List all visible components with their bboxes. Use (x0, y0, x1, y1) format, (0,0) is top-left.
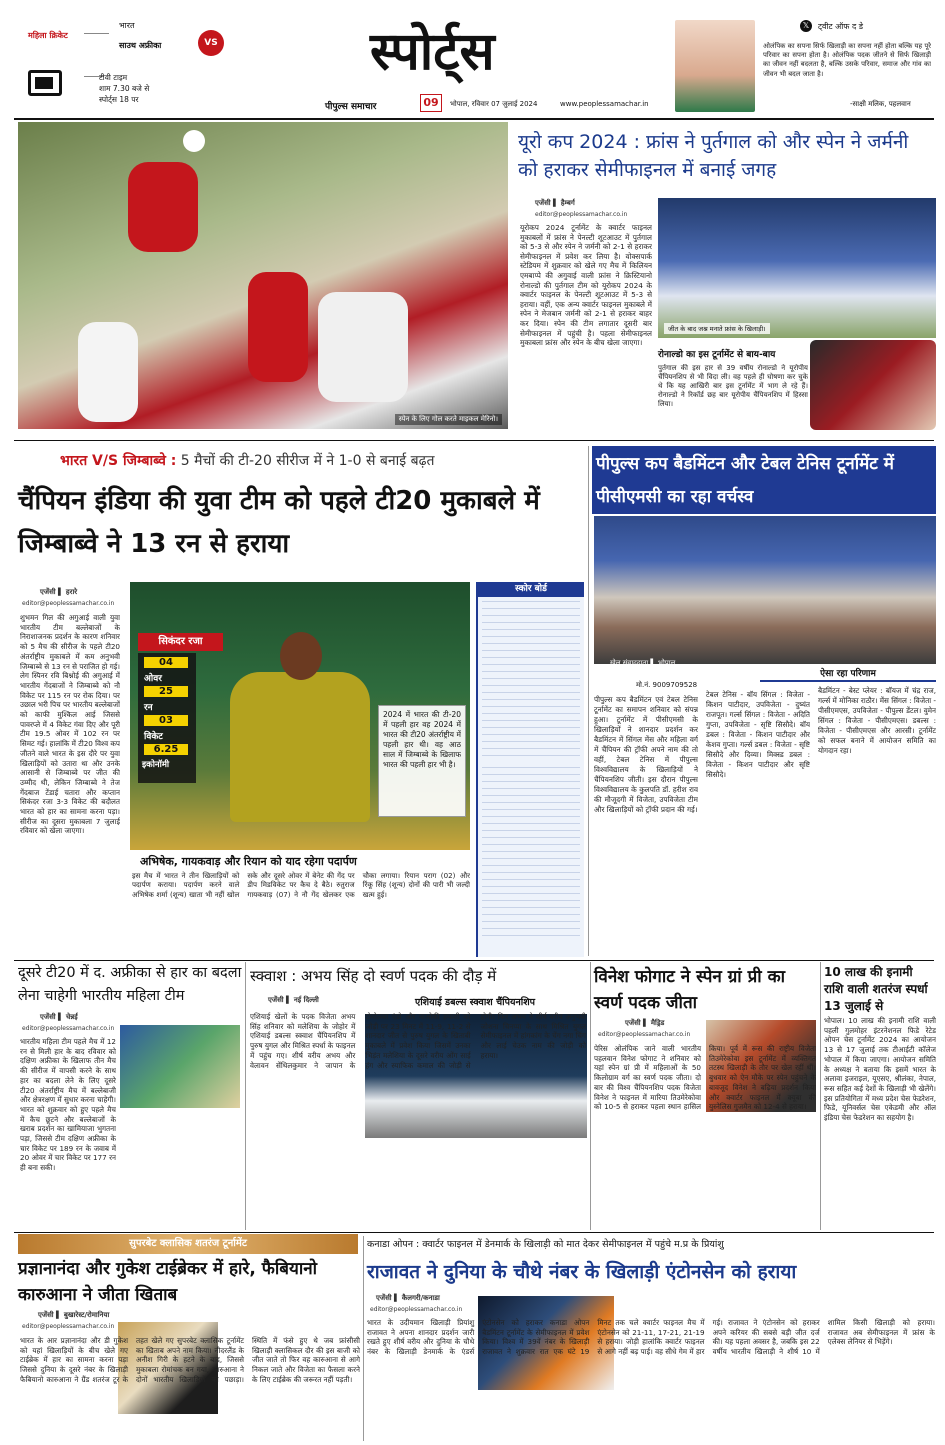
india-zim-email: editor@peoplessamachar.co.in (22, 600, 115, 607)
ronaldo-text: पुर्तगाल की इस हार से 39 वर्षीय रोनाल्डो ने यूरोपीय चैंपियनशिप से भी विदा ली। वह पहले ही घोषणा कर चुके थे कि यह आखिरी बार इस टूर्नामेंट में भाग ले रहे हैं। रोनाल्डो ने रिकॉर्ड छह बार यूरोपीय चैंपियनशिप में हिस्सा लिया। (658, 364, 808, 409)
ronaldo-headline: रोनाल्डो का इस टूर्नामेंट से बाय-बाय (658, 350, 776, 360)
callout-text: 2024 में भारत की टी-20 में पहली हार वह 2024 में भारत की टी20 अंतर्राष्ट्रीय में पहली हार थी। वह आठ साल में जिम्बाब्वे के खिलाफ भारत की पहली हार भी है। (383, 710, 461, 769)
women-cricket-email: editor@peoplessamachar.co.in (22, 1025, 115, 1032)
result-headline: ऐसा रहा परिणाम (760, 666, 936, 682)
india-zim-headline: चैंपियन इंडिया की युवा टीम को पहले टी20 मुकाबले में जिम्बाब्वे ने 13 रन से हराया (18, 486, 540, 559)
vinesh-headline: विनेश फोगाट ने स्पेन ग्रां प्री का स्वर्ण पदक जीता (594, 967, 786, 1013)
squash-body: एशियाई खेलों के पदक विजेता अभय सिंह शनिवार को मलेशिया के जोहोर में एशियाई डबल्स स्क्वाश चैंपियनशिप में पुरुष युगल और मिश्रित स्पर्धा के फाइनल में पहुंच गए। शीर्ष वरीय अभय और वेलावन सेंथिलकुमार ने जापान के टोमोतका एंडो और नाओकी हयाशी को जोड़ी पर 23 मिनट में 11-9, 11-2 से शानदार जीत से पुरुष युगल के खिताबी मुकाबले में प्रवेश किया जिसमें उनका भिड़ंत मलेशिया के दूसरे वरीय ओंग साई हंग और स्याफिक कमाल की जोड़ी से होगी। फिर अभय ने शीर्ष वरीय अनुभवी जोशना चिनप्पा के साथ मिश्रित युगल सेमीफाइनल में हांगकांग के चेंग नगा चिंग और लाई चेउक नाम की जोड़ी को हराया। (250, 1012, 586, 1070)
badminton-group-photo (594, 516, 936, 664)
tv-icon (28, 70, 62, 96)
stat-economy-value: 6.25 (144, 744, 188, 755)
stats-card (138, 636, 203, 783)
badminton-photo-credit: खेल संवाददाता ▌ भोपाल (610, 659, 676, 667)
vs-badge: VS (198, 30, 224, 56)
canada-email: editor@peoplessamachar.co.in (370, 1306, 463, 1313)
stat-runs-value: 25 (144, 686, 188, 697)
scoreboard (476, 582, 584, 957)
euro-photo2 (658, 198, 936, 338)
callout-box (378, 705, 466, 817)
vinesh-body: पेरिस ओलंपिक जाने वाली भारतीय पहलवान विनेश फोगाट ने शनिवार को यहां स्पेन ग्रां प्री में महिलाओं के 50 किलोग्राम वर्ग का स्वर्ण पदक जीता। दो बार की विश्व चैंपियनशिप पदक विजेता विनेश ने फाइनल में मारिया तिउमेरेकोवा को 10-5 से हराकर पहला स्थान हासिल किया। पूर्व में रूस की राष्ट्रीय विजेता तिउमेरेकोवा इस टूर्नामेंट में व्यक्तिगत तटस्थ खिलाड़ी के तौर पर खेल रहीं थीं। बुधवार को ऐन मौके पर स्पेन पहुंचने के बावजूद विनेश ने बढ़िया प्रदर्शन किया और क्वार्टर फाइनल में क्यूबा की युस्नेलिस गुजमैन को 12-4 से हराया। (594, 1044, 816, 1112)
stat-overs-value: 04 (144, 657, 188, 668)
stat-runs-label: रन (144, 703, 153, 713)
squash-byline: एजेंसी ▌ नई दिल्ली (268, 996, 319, 1004)
badminton-results-tt: टेबल टेनिस - बॉय सिंगल : विजेता - किशन पाटीदार, उपविजेता - दुष्यंत राजपूत। गर्ल्स सिंगल : विजेता - अदिति गुप्ता, उपविजेता - सृष्टि सिसौदे। बॉय डबल : विजेता - किशन पाटीदार और केशव गुप्ता। गर्ल्स डबल : विजेता - सृष्टि सिसौदे और दिव्या। मिक्स्ड डबल : विजेता - किशन पाटीदार और सृष्टि सिसौदे। (706, 690, 810, 779)
canada-kicker: कनाडा ओपन : क्वार्टर फाइनल में डेनमार्क के खिलाड़ी को मात देकर सेमीफाइनल में पहुंचे म.प्र के प्रियांशु (367, 1239, 724, 1250)
match-category: महिला क्रिकेट (28, 31, 68, 40)
stats-title: सिकंदर रजा (138, 633, 223, 651)
india-zim-kicker-red: भारत V/S जिम्बाब्वे : (60, 453, 177, 469)
women-cricket-body: भारतीय महिला टीम पहले मैच में 12 रन से मिली हार के बाद रविवार को दक्षिण अफ्रीका के खिलाफ तीन मैच की सीरीज में वापसी करने के साथ हार का बदला लेने के लिए दूसरे टी20 अंतर्राष्ट्रीय मैच में बल्लेबाजी और क्षेत्ररक्षण में सुधार करना चाहेगी। भारत को शुक्रवार को हुए पहले मैच में कैच छूटने और बल्लेबाजों के खराब प्रदर्शन का खामियाजा भुगतना पड़ा, जिससे टीम दक्षिण अफ्रीका के चार विकेट पर 189 रन के जवाब में 20 ओवर में चार विकेट पर 177 रन ही बना सकी। (20, 1037, 116, 1173)
chess-prize-body: भोपाल। 10 लाख की इनामी राशि वाली पहली गुलमोहर इंटरनेशनल फिडे रेटेड ओपन चेस टूर्नामेंट 2024 का आयोजन 13 से 17 जुलाई तक टीआईटी कॉलेज भोपाल में किया जाएगा। आयोजन समिति के अध्यक्ष ने बताया कि इसमें भारत के अलावा इजराइल, यूएसए, श्रीलंका, नेपाल, रूस सहित कई देशों के खिलाड़ी भी खेलेंगे। इस प्रतियोगिता में मध्य प्रदेश चेस फेडरेशन, फिडे, यूनिवर्सल चेस एकेडमी और ऑल इंडिया चेस फेडरेशन का सहयोग है। (824, 1016, 936, 1123)
badminton-body: पीपुल्स कप बैडमिंटन एवं टेबल टेनिस टूर्नामेंट का समापन शनिवार को संपन्न हुआ। टूर्नामेंट में पीसीएमसी के खिलाड़ियों ने शानदार प्रदर्शन कर बैडमिंटन में सिंगल मेंस और महिला वर्ग में चैंपियन की ट्रॉफी अपने नाम की तो वहीं, टेबल टेनिस में पीपुल्स विश्वविद्यालय के खिलाड़ियों ने चैंपियनशिप जीती। इस दौरान पीपुल्स विश्वविद्यालय के कुलपति डॉ. हरीश राव की मौजूदगी में विजेता, उपविजेता टीम और खिलाड़ियों को ट्रॉफी प्रदान की गई। (594, 695, 698, 814)
tv-channel: टीवी टाइम (99, 73, 128, 82)
superbet-headline: प्रज्ञानानंदा और गुकेश टाईब्रेकर में हारे, फैबियानो कारुआना ने जीता खिताब (18, 1259, 318, 1305)
match-box (14, 18, 234, 113)
vinesh-email: editor@peoplessamachar.co.in (598, 1031, 691, 1038)
euro-photo-caption: स्पेन के लिए गोल करते माइकल मेरिनो। (395, 414, 502, 425)
squash-headline: स्क्वाश : अभय सिंह दो स्वर्ण पदक की दौड़ में (250, 967, 497, 985)
stat-wickets-label: विकेट (144, 732, 163, 742)
superbet-byline: एजेंसी ▌ बुखारेस्ट/रोमानिया (38, 1311, 110, 1319)
tweet-box (675, 20, 935, 112)
website: www.peoplessamachar.in (560, 100, 649, 108)
euro-main-photo (18, 122, 508, 429)
stat-overs-label: ओवर (144, 674, 162, 684)
superbet-banner: सुपरबेट क्लासिक शतरंज टूर्नामेंट (18, 1234, 358, 1254)
india-zim-kicker: 5 मैचों की टी-20 सीरीज में ने 1-0 से बनाई बढ़त (180, 453, 435, 469)
canada-body: भारत के उदीयमान खिलाड़ी प्रियांशु राजावत ने अपना शानदार प्रदर्शन जारी रखते हुए शीर्ष वरीय और दुनिया के चौथे नंबर के खिलाड़ी डेनमार्क के एंडर्स एंटोनसेन को हराकर कनाडा ओपन बैडमिंटन टूर्नामेंट के सेमीफाइनल में प्रवेश किया। विश्व में 39वें नंबर के खिलाड़ी राजावत ने शुक्रवार रात एक घंटे 19 मिनट तक चले क्वार्टर फाइनल मैच में एंटोनसेन को 21-11, 17-21, 21-19 से हराया। जोड़ी हालांकि क्वार्टर फाइनल से आगे नहीं बढ़ पाई। वह सीधे गेम में हार गई। राजावत ने एंटोनसेन को हराकर अपने करियर की सबसे बड़ी जीत दर्ज की। यह पहला अवसर है, जबकि इस 22 वर्षीय भारतीय खिलाड़ी ने शीर्ष 10 में शामिल किसी खिलाड़ी को हराया। राजावत अब सेमीफाइनल में फ्रांस के एलेक्स लेनियर से भिड़ेंगे। (367, 1318, 935, 1357)
stat-economy-label: इकोनॉमी (142, 760, 170, 770)
india-zim-byline: एजेंसी ▌ हरारे (40, 588, 78, 596)
tweet-label: ट्वीट ऑफ द डे (818, 22, 864, 31)
sakshi-photo (675, 20, 755, 112)
tv-time: शाम 7.30 बजे से (99, 84, 150, 93)
paper-name: पीपुल्स समाचार (325, 102, 377, 112)
women-cricket-headline: दूसरे टी20 में द. अफ्रीका से हार का बदला लेना चाहेगी भारतीय महिला टीम (18, 965, 242, 1004)
badminton-headline: पीपुल्स कप बैडमिंटन और टेबल टेनिस टूर्नामेंट में पीसीएमसी का रहा वर्चस्व (596, 454, 894, 507)
canada-byline: एजेंसी ▌ कैलगरी/कनाडा (376, 1294, 440, 1302)
women-cricket-photo (120, 1025, 240, 1108)
euro-photo2-caption: जीत के बाद जश्न मनाते फ्रांस के खिलाड़ी। (664, 323, 770, 334)
tweet-author: -साक्षी मलिक, पहलवान (850, 100, 911, 108)
stat-wickets-value: 03 (144, 715, 188, 726)
superbet-email: editor@peoplessamachar.co.in (22, 1323, 115, 1330)
superbet-body: भारत के आर प्रज्ञानानंदा और डी गुकेश को यहां खिलाड़ियों के बीच खेले गए टाईब्रेक में हार का सामना करना पड़ा जिससे दुनिया के दूसरे नंबर के खिलाड़ी फैबियानो कारुआना ने ग्रैंड शतरंज टूर के तहत खेले गए सुपरबेट क्लासिक टूर्नामेंट का खिताब अपने नाम किया। नीदरलैंड के अनीश गिरी के हटने के बाद, जिससे मुकाबला रोमांचक बन गया, कारुआना ने दोनों भारतीय खिलाड़ियों को पछाड़ा। स्थिति में फंसे हुए थे जब फ्रांसीसी खिलाड़ी क्लासिकल दौर की इस बाजी को जीत जाते तो फिर वह कारुआना से आगे निकल जाते और विजेता का फैसला करने के लिए टाईब्रेक की जरूरत नहीं पड़ती। (20, 1336, 360, 1384)
page-number: 09 (420, 94, 442, 112)
chess-prize-headline: 10 लाख की इनामी राशि वाली शतरंज स्पर्धा 13 जुलाई से (824, 965, 928, 1013)
vinesh-byline: एजेंसी ▌ मैड्रिड (625, 1019, 665, 1027)
euro-email: editor@peoplessamachar.co.in (535, 211, 628, 218)
dateline: भोपाल, रविवार 07 जुलाई 2024 (450, 100, 538, 108)
euro-byline: एजेंसी ▌ हैम्बर्ग (535, 199, 575, 207)
canada-headline: राजावत ने दुनिया के चौथे नंबर के खिलाड़ी एंटोनसेन को हराया (367, 1261, 797, 1283)
badminton-results-bd: बैडमिंटन - बेस्ट प्लेयर : बॉयज में चंद्र राज, गर्ल्स में मोनिका राठौर। मेंस सिंगल : विजेता - पीसीएमएस, उपविजेता - पीपुल्स डेंटल। वुमेन सिंगल : विजेता - पीसीएमएस। डबल्स : विजेता - पीसीएमएस और आरसी। टूर्नामेंट को सफल बनाने में आयोजन समिति का योगदान रहा। (818, 686, 936, 755)
women-cricket-byline: एजेंसी ▌ चेन्नई (40, 1013, 78, 1021)
tweet-text: ओलंपिक का सपना सिर्फ खिलाड़ी का सपना नहीं होता बल्कि यह पूरे परिवार का सपना होता है। ओलंपिक पदक जीतने से सिर्फ खिलाड़ी का जीवन नहीं बदलता है, बल्कि उसके परिवार, समाज और गांव का जीवन भी बदल जाता है। (763, 42, 931, 78)
euro-body: यूरोकप 2024 टूर्नामेंट के क्वार्टर फाइनल मुकाबलों में फ्रांस ने पेनल्टी शूटआउट में पुर्तगाल को 5-3 से और स्पेन ने जर्मनी को 2-1 से हराकर सेमीफाइनल में प्रवेश कर लिया है। वोक्सपार्क स्टेडियम में शुक्रवार को खेले गए मैच में किलियन एमबाप्पे की अगुवाई वाली फ्रांस ने क्रिस्टियानो रोनाल्डो की पुर्तगाल टीम को यूरोकप 2024 के क्वार्टर फाइनल के पेनल्टी शूटआउट में 5-3 से हराया। वहीं, एक अन्य क्वार्टर फाइनल मुकाबले में स्पेन ने मेजबान जर्मनी को 2-1 से हराकर बाहर कर दिया। स्पेन की टीम लगातार दूसरी बार सेमीफाइनल में पहुंची है। पहला सेमीफाइनल मुकाबला फ्रांस और स्पेन के बीच खेला जाएगा। (520, 223, 652, 348)
masthead-title: स्पोर्ट्स (370, 22, 495, 82)
india-zim-body: शुभमन गिल की अगुआई वाली युवा भारतीय टीम बल्लेबाजों के निराशाजनक प्रदर्शन के कारण शनिवार को 5 मैच की सीरीज के पहले टी20 अंतर्राष्ट्रीय मुकाबले में कम अनुभवी जिम्बाब्वे से 13 रन से पराजित हो गई। लेग स्पिनर रवि बिश्नोई की अगुआई में भारतीय गेंदबाजों ने जिम्बाब्वे को नौ विकेट पर 115 रन पर रोक दिया। पर उछाल भरी पिच पर भारतीय बल्लेबाजों को काफी मुश्किल आई जिससे पावरप्ले में 4 विकेट गंवा दिए और पूरी टीम 19.5 ओवर में 102 रन पर सिमट गई। हालांकि में टी20 विश्व कप जीतने वाले भारत के इस दौरे पर युवा खिलाड़ियों को उतारा था और उनके आसानी से जिम्बाब्वे पर जीत की उम्मीद थी, लेकिन जिम्बाब्वे ने तेज गेंदबाज टेंडाई चतारा और कप्तान सिकंदर रजा 3-3 विकेट की बदौलत भारत को हार का सामना करना पड़ा। सीरीज का दूसरा मुकाबला 7 जुलाई रविवार को खेला जाएगा। (20, 613, 120, 836)
debut-headline: अभिषेक, गायकवाड़ और रियान को याद रहेगा पदार्पण (140, 855, 357, 868)
debut-text: इस मैच में भारत ने तीन खिलाड़ियों को पदार्पण कराया। पदार्पण करने वाले अभिषेक शर्मा (शून्य) खाता भी नहीं खोल सके और दूसरे ओवर में बेनेट की गेंद पर डीप मिडविकेट पर कैच दे बैठे। रुतुराज गायकवाड़ (07) ने नौ गेंद खेलकर एक चौका लगाया। रियान पराग (02) और रिंकू सिंह (शून्य) दोनों की पारी भी जल्दी खत्म हुई। (132, 871, 470, 899)
team1-label: भारत (119, 21, 135, 30)
x-icon: 𝕏 (800, 20, 812, 32)
team2-label: साउथ अफ्रीका (119, 41, 162, 50)
badminton-phone: मो.नं. 9009709528 (636, 681, 698, 689)
ronaldo-photo (810, 340, 936, 430)
squash-banner: एशियाई डबल्स स्क्वाश चैंपियनशिप (414, 997, 536, 1008)
scoreboard-title: स्कोर बोर्ड (478, 582, 584, 597)
tv-network: स्पोर्ट्स 18 पर (99, 95, 139, 104)
euro-headline: यूरो कप 2024 : फ्रांस ने पुर्तगाल को और स्पेन ने जर्मनी को हराकर सेमीफाइनल में बनाई जगह (518, 131, 909, 181)
